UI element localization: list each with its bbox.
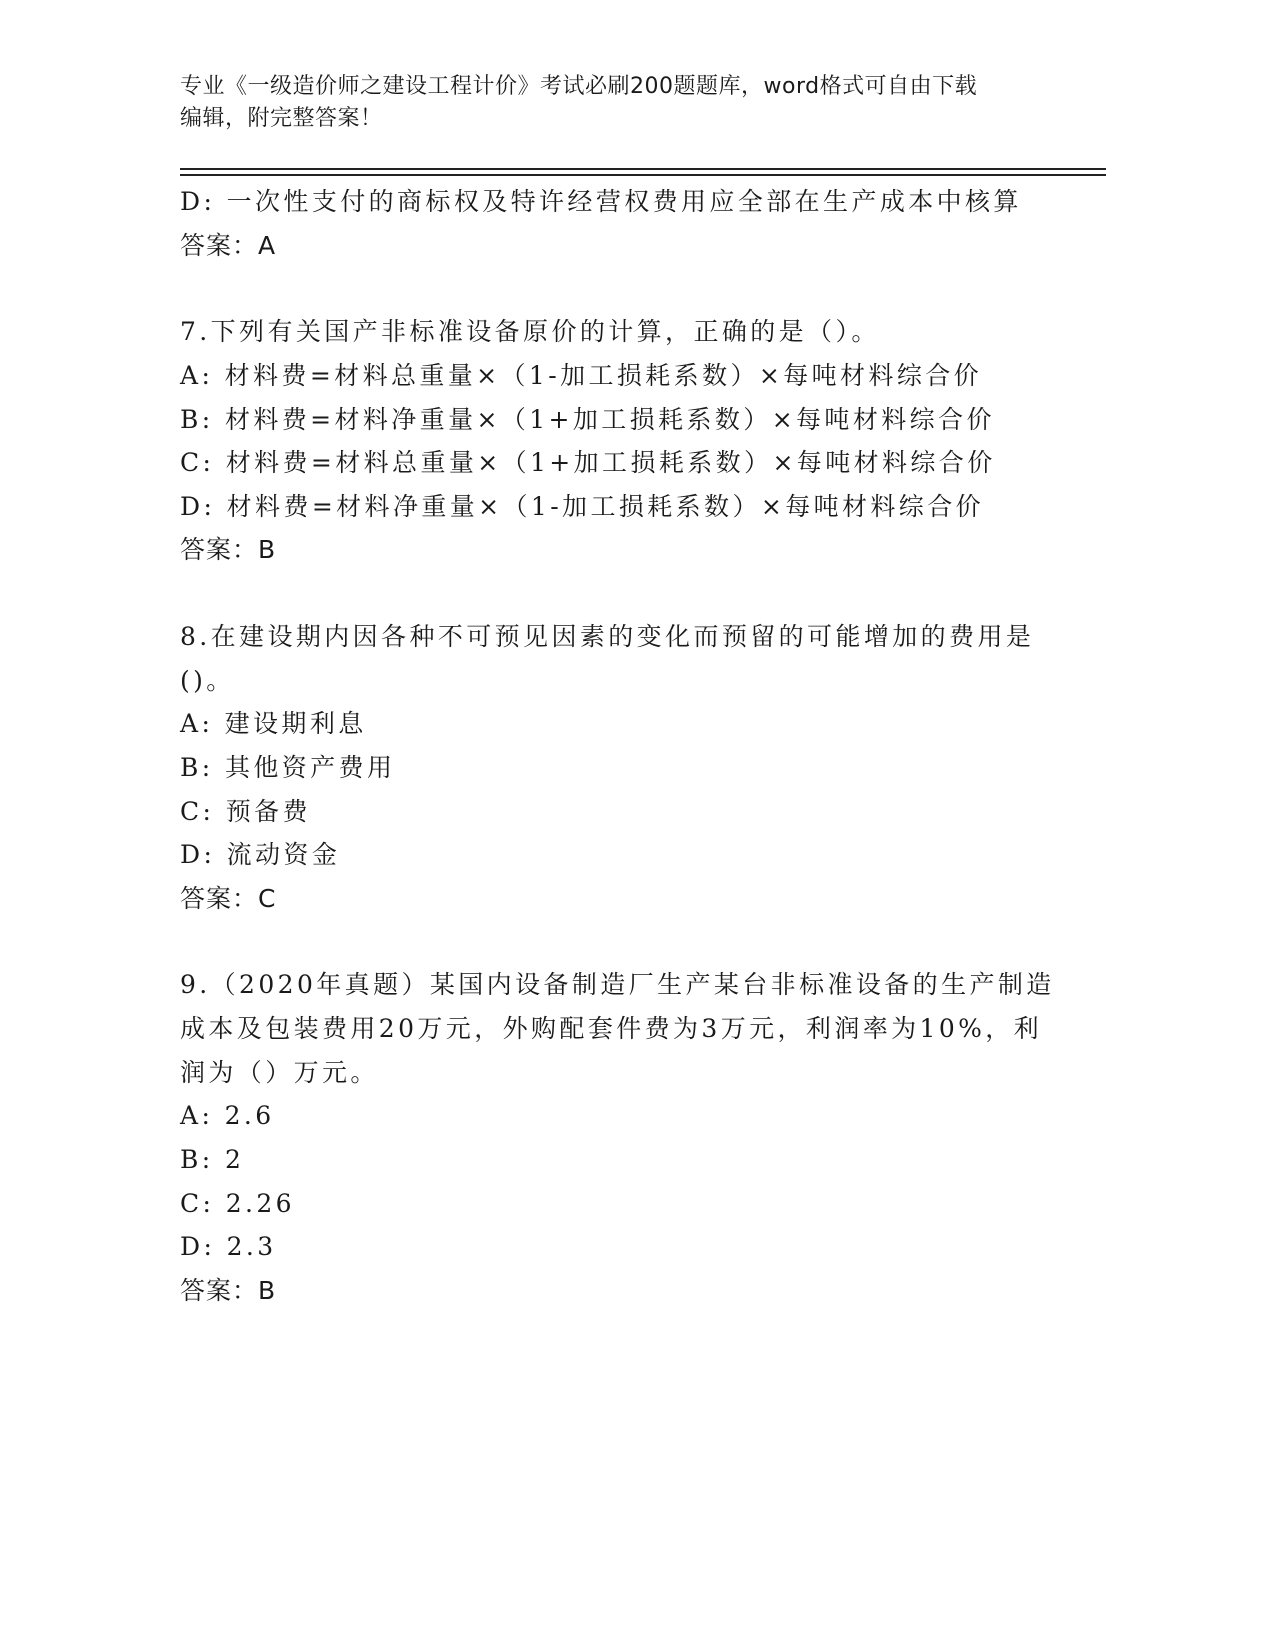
header-title-line-1: 专业《一级造价师之建设工程计价》考试必刷200题题库，word格式可自由下载 xyxy=(180,74,978,99)
q9-option-c: C: 2.26 xyxy=(180,1189,295,1218)
q9-option-b: B: 2 xyxy=(180,1145,245,1174)
q7-option-a: A: 材料费=材料总重量×（1-加工损耗系数）×每吨材料综合价 xyxy=(180,361,983,390)
q7-answer: 答案：B xyxy=(180,535,277,564)
q7-option-c: C: 材料费=材料总重量×（1+加工损耗系数）×每吨材料综合价 xyxy=(180,448,996,477)
q8-stem-line-2: ()。 xyxy=(180,666,235,695)
q7-stem: 7.下列有关国产非标准设备原价的计算，正确的是（）。 xyxy=(180,317,880,346)
q8-option-a: A: 建设期利息 xyxy=(180,709,367,738)
q6-answer: 答案：A xyxy=(180,231,277,260)
q9-stem-line-1: 9.（2020年真题）某国内设备制造厂生产某台非标准设备的生产制造 xyxy=(180,970,1055,999)
q7-option-d: D: 材料费=材料净重量×（1-加工损耗系数）×每吨材料综合价 xyxy=(180,492,985,521)
q8-option-b: B: 其他资产费用 xyxy=(180,753,396,782)
q9-option-a: A: 2.6 xyxy=(180,1101,275,1130)
q8-stem-line-1: 8.在建设期内因各种不可预见因素的变化而预留的可能增加的费用是 xyxy=(180,622,1035,651)
q7-option-b: B: 材料费=材料净重量×（1+加工损耗系数）×每吨材料综合价 xyxy=(180,405,995,434)
q8-option-d: D: 流动资金 xyxy=(180,840,341,869)
q9-stem-line-2: 成本及包装费用20万元，外购配套件费为3万元，利润率为10%，利 xyxy=(180,1014,1043,1043)
q6-option-d: D: 一次性支付的商标权及特许经营权费用应全部在生产成本中核算 xyxy=(180,187,1022,216)
q9-answer: 答案：B xyxy=(180,1276,277,1305)
q8-option-c: C: 预备费 xyxy=(180,797,311,826)
header-rule-bottom xyxy=(180,174,1106,176)
q9-option-d: D: 2.3 xyxy=(180,1232,277,1261)
header-rule-top xyxy=(180,168,1106,170)
q8-answer: 答案：C xyxy=(180,884,277,913)
q9-stem-line-3: 润为（）万元。 xyxy=(180,1058,379,1087)
header-title-line-2: 编辑，附完整答案！ xyxy=(180,106,383,131)
